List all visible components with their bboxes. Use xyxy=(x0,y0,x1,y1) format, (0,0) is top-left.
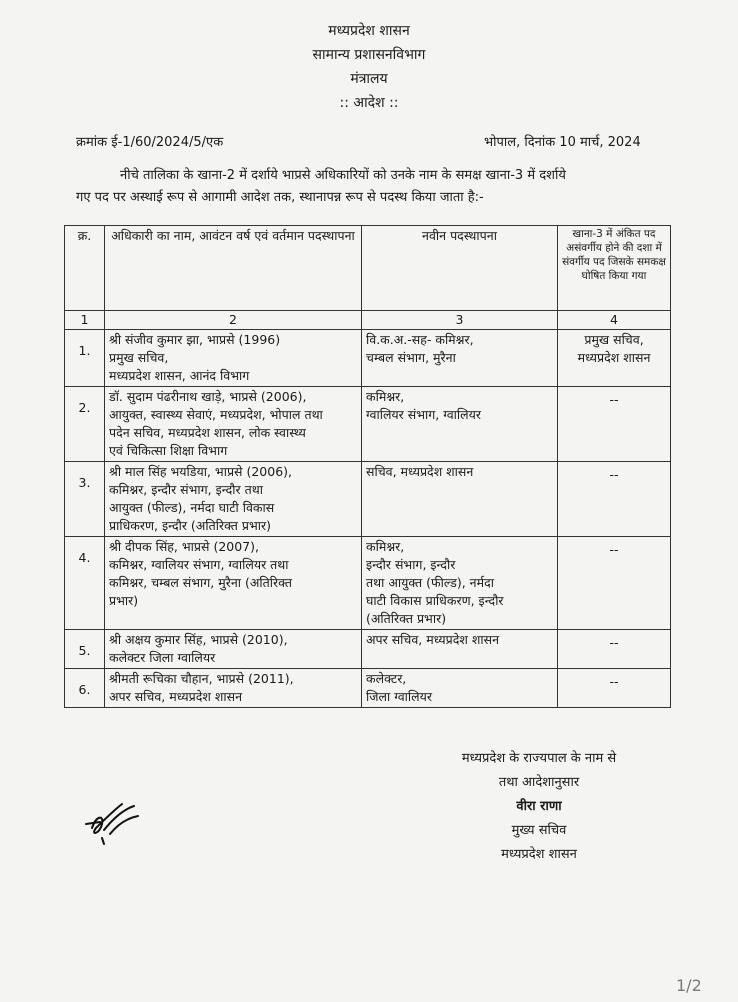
officer-line: कमिश्नर, ग्वालियर संभाग, ग्वालियर तथा xyxy=(109,557,289,572)
table-row xyxy=(65,330,671,387)
officer-line: अपर सचिव, मध्यप्रदेश शासन xyxy=(109,689,243,704)
officer-line: कमिश्नर, चम्बल संभाग, मुरैना (अतिरिक्त xyxy=(109,575,292,590)
posting-line: घाटी विकास प्राधिकरण, इन्दौर xyxy=(366,593,504,608)
column-number: 1 xyxy=(65,311,105,330)
officer-line: कमिश्नर, इन्दौर संभाग, इन्दौर तथा xyxy=(109,482,263,497)
header-new-posting: नवीन पदस्थापना xyxy=(362,226,558,311)
order-date: भोपाल, दिनांक 10 मार्च, 2024 xyxy=(484,135,641,150)
officer-line: कलेक्टर जिला ग्वालियर xyxy=(109,650,216,665)
row-new-posting xyxy=(362,669,558,708)
signatory-designation: मुख्य सचिव xyxy=(511,823,567,838)
row-serial: 2. xyxy=(65,387,105,462)
row-serial: 4. xyxy=(65,537,105,630)
row-officer xyxy=(105,630,362,669)
table-header-row xyxy=(65,226,671,311)
officer-line: पदेन सचिव, मध्यप्रदेश शासन, लोक स्वास्थ्य xyxy=(109,425,306,440)
row-equivalent: -- xyxy=(558,669,671,708)
officer-line: श्री संजीव कुमार झा, भाप्रसे (1996) xyxy=(109,332,281,347)
header-serial: क्र. xyxy=(65,226,105,311)
posting-line: कमिश्नर, xyxy=(366,539,405,554)
posting-line: तथा आयुक्त (फील्ड), नर्मदा xyxy=(366,575,494,590)
row-serial: 5. xyxy=(65,630,105,669)
handwritten-signature-icon xyxy=(82,794,152,854)
header-government: मध्यप्रदेश शासन xyxy=(328,23,410,39)
table-row xyxy=(65,462,671,537)
equivalent-line: मध्यप्रदेश शासन xyxy=(577,350,651,365)
signature-line-order: तथा आदेशानुसार xyxy=(498,775,580,790)
officer-line: मध्यप्रदेश शासन, आनंद विभाग xyxy=(109,368,250,383)
officer-line: श्री माल सिंह भयडिया, भाप्रसे (2006), xyxy=(109,464,293,479)
posting-line: कमिश्नर, xyxy=(366,389,405,404)
order-intro-paragraph xyxy=(76,165,670,209)
row-serial: 3. xyxy=(65,462,105,537)
posting-line: ग्वालियर संभाग, ग्वालियर xyxy=(366,407,481,422)
header-department: सामान्य प्रशासनविभाग xyxy=(312,47,426,63)
row-new-posting xyxy=(362,537,558,630)
column-number: 2 xyxy=(105,311,362,330)
signatory-office: मध्यप्रदेश शासन xyxy=(501,847,577,862)
table-row xyxy=(65,537,671,630)
row-equivalent: -- xyxy=(558,537,671,630)
header-ministry: मंत्रालय xyxy=(350,71,388,87)
officer-line: आयुक्त, स्वास्थ्य सेवाएं, मध्यप्रदेश, भोपाल तथा xyxy=(109,407,323,422)
row-officer xyxy=(105,330,362,387)
intro-line-2: गए पद पर अस्थाई रूप से आगामी आदेश तक, स्थानापन्न रूप से पदस्थ किया जाता है:- xyxy=(76,190,484,205)
header-officer: अधिकारी का नाम, आवंटन वर्ष एवं वर्तमान पदस्थापना xyxy=(105,226,362,311)
order-reference-number: क्रमांक ई-1/60/2024/5/एक xyxy=(76,135,224,150)
row-officer xyxy=(105,669,362,708)
officer-line: प्राधिकरण, इन्दौर (अतिरिक्त प्रभार) xyxy=(109,518,271,533)
officer-line: एवं चिकित्सा शिक्षा विभाग xyxy=(109,443,228,458)
table-row xyxy=(65,387,671,462)
header-equivalent-post: खाना-3 में अंकित पद असंवर्गीय होने की दशा में संवर्गीय पद जिसके समकक्ष घोषित किया गया xyxy=(558,226,671,311)
officer-line: श्री अक्षय कुमार सिंह, भाप्रसे (2010), xyxy=(109,632,288,647)
equivalent-line: प्रमुख सचिव, xyxy=(584,332,644,347)
officer-line: प्रभार) xyxy=(109,593,139,608)
row-equivalent: -- xyxy=(558,630,671,669)
posting-line: कलेक्टर, xyxy=(366,671,407,686)
signature-line-governor: मध्यप्रदेश के राज्यपाल के नाम से xyxy=(461,751,617,766)
officer-line: श्रीमती रूचिका चौहान, भाप्रसे (2011), xyxy=(109,671,294,686)
officer-line: डॉ. सुदाम पंढरीनाथ खाड़े, भाप्रसे (2006), xyxy=(109,389,307,404)
posting-line: वि.क.अ.-सह- कमिश्नर, xyxy=(366,332,474,347)
officer-line: आयुक्त (फील्ड), नर्मदा घाटी विकास xyxy=(109,500,275,515)
row-equivalent: -- xyxy=(558,462,671,537)
row-equivalent xyxy=(558,330,671,387)
row-serial: 1. xyxy=(65,330,105,387)
posting-table xyxy=(64,225,671,708)
table-column-number-row xyxy=(65,311,671,330)
row-new-posting xyxy=(362,630,558,669)
row-officer xyxy=(105,537,362,630)
row-officer xyxy=(105,462,362,537)
officer-line: प्रमुख सचिव, xyxy=(109,350,169,365)
page-number: 1/2 xyxy=(676,976,702,995)
posting-line: अपर सचिव, मध्यप्रदेश शासन xyxy=(366,632,500,647)
posting-line: इन्दौर संभाग, इन्दौर xyxy=(366,557,456,572)
posting-line: सचिव, मध्यप्रदेश शासन xyxy=(366,464,474,479)
header-order-title: :: आदेश :: xyxy=(339,95,399,111)
posting-line: जिला ग्वालियर xyxy=(366,689,432,704)
row-officer xyxy=(105,387,362,462)
column-number: 4 xyxy=(558,311,671,330)
signatory-name: वीरा राणा xyxy=(516,799,562,814)
row-new-posting xyxy=(362,462,558,537)
row-serial: 6. xyxy=(65,669,105,708)
intro-line-1: नीचे तालिका के खाना-2 में दर्शाये भाप्रसे अधिकारियों को उनके नाम के समक्ष खाना-3 में दर्शाये xyxy=(120,168,566,183)
table-row xyxy=(65,630,671,669)
table-row xyxy=(65,669,671,708)
column-number: 3 xyxy=(362,311,558,330)
posting-line: चम्बल संभाग, मुरैना xyxy=(366,350,456,365)
row-new-posting xyxy=(362,330,558,387)
row-new-posting xyxy=(362,387,558,462)
officer-line: श्री दीपक सिंह, भाप्रसे (2007), xyxy=(109,539,259,554)
posting-line: (अतिरिक्त प्रभार) xyxy=(366,611,447,626)
row-equivalent: -- xyxy=(558,387,671,462)
